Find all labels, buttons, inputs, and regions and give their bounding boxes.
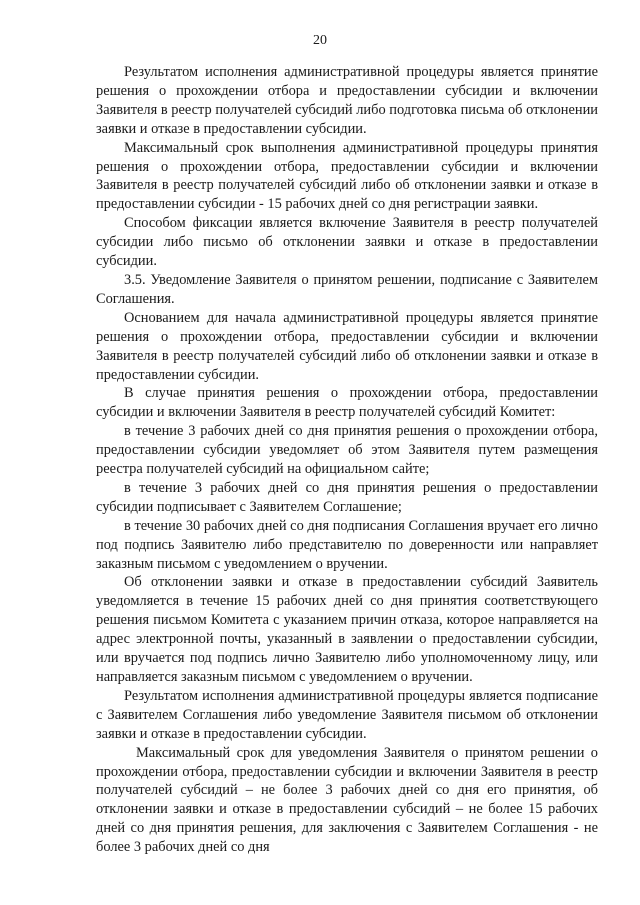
list-item-notify-3-days: в течение 3 рабочих дней со дня принятия решения о прохождении отбора, предоставлении субсидии уведомляет об этом Заявителя путем размещения реестра получателей субсидий на официальном сайте; <box>96 423 598 478</box>
paragraph-max-term-notification: Максимальный срок для уведомления Заявителя о принятом решении о прохождении отбора, предоставлении субсидии и включении Заявителя в реестр получателей субсидий – не более 3 рабочих дней со дня его принятия, об отклонении заявки и отказе в предоставлении субсидий – не более 15 рабочих дней со дня принятия решения, для заключения с Заявителем Соглашения - не более 3 рабочих дней со дня <box>96 744 598 856</box>
paragraph-rejection-notice: Об отклонении заявки и отказе в предоставлении субсидий Заявитель уведомляется в течение 15 рабочих дней со дня принятия соответствующего решения письмом Комитета с указанием причин отказа, которое направляется на адрес электронной почты, указанный в заявлении о предоставлении субсидии, или вручается под подпись лично Заявителю либо уполномоченному лицу, или направляется заказным письмом с уведомлением о вручении. <box>96 574 598 685</box>
section-heading-3-5: 3.5. Уведомление Заявителя о принятом решении, подписание с Заявителем Соглашения. <box>96 271 598 307</box>
list-item-deliver-agreement: в течение 30 рабочих дней со дня подписания Соглашения вручает его лично под подпись Заявителю либо представителю по доверенности или направляет заказным письмом с уведомлением о вручении. <box>96 517 598 572</box>
paragraph-fixation-method: Способом фиксации является включение Заявителя в реестр получателей субсидии либо письмо об отклонении заявки и отказе в предоставлении субсидии. <box>96 215 598 270</box>
document-body <box>96 63 598 857</box>
paragraph-result-agreement: Результатом исполнения административной процедуры является подписание с Заявителем Соглашения либо уведомление Заявителя письмом об отклонении заявки и отказе в предоставлении субсидии. <box>96 687 598 742</box>
paragraph-committee-actions: В случае принятия решения о прохождении отбора, предоставлении субсидии и включении Заявителя в реестр получателей субсидий Комитет: <box>96 385 598 421</box>
list-item-sign-agreement: в течение 3 рабочих дней со дня принятия решения о предоставлении субсидии подписывает с Заявителем Соглашение; <box>96 479 598 515</box>
page-number: 20 <box>313 33 327 48</box>
paragraph-grounds: Основанием для начала административной процедуры является принятие решения о прохождении отбора, предоставлении субсидии и включении Заявителя в реестр получателей субсидий либо об отклонении заявки и отказе в предоставлении субсидии. <box>96 309 598 383</box>
paragraph-result-decision: Результатом исполнения административной процедуры является принятие решения о прохождении отбора и предоставлении субсидии и включении Заявителя в реестр получателей субсидий либо подготовка письма об отклонении заявки и отказе в предоставлении субсидии. <box>96 64 598 137</box>
paragraph-max-term-decision: Максимальный срок выполнения административной процедуры принятия решения о прохождении отбора, предоставлении субсидии и включении Заявителя в реестр получателей субсидий либо об отклонении заявки и отказе в предоставлении субсидии - 15 рабочих дней со дня регистрации заявки. <box>96 139 598 213</box>
